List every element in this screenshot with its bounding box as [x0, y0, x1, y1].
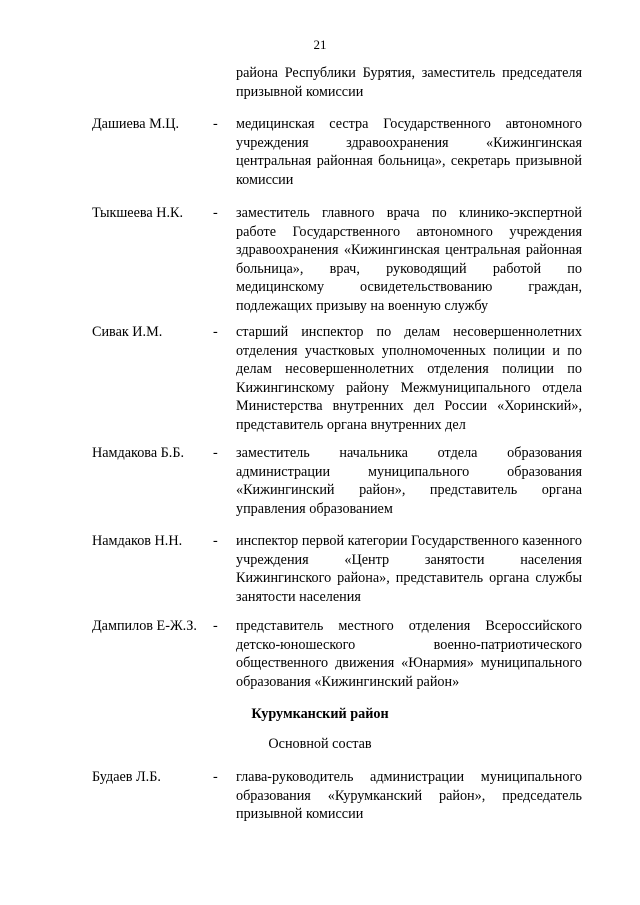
continuation-text: района Республики Бурятия, заместитель председателя призывной комиссии	[236, 65, 582, 100]
member-dash: -	[213, 618, 218, 634]
member-role: инспектор первой категории Государственного казенного учреждения «Центр занятости населения Кижингинского района», представитель органа службы занятости населения	[236, 533, 582, 605]
member-role: заместитель начальника отдела образования администрации муниципального образования «Кижингинский район», представитель органа управления образованием	[236, 445, 582, 517]
member-role: заместитель главного врача по клинико-экспертной работе Государственного автономного учреждения здравоохранения «Кижингинская центральная районная больница», врач, руководящий работой по медицинскому освидетельствованию граждан, подлежащих призыву на военную службу	[236, 205, 582, 314]
member-dash: -	[213, 324, 218, 340]
member-name: Тыкшеева Н.К.	[92, 205, 184, 221]
member-dash: -	[213, 205, 218, 221]
member-dash: -	[213, 116, 218, 132]
member-dash: -	[213, 533, 218, 549]
member-name: Сивак И.М.	[92, 324, 163, 340]
member-role: медицинская сестра Государственного автономного учреждения здравоохранения «Кижингинская центральная районная больница», секретарь призывной комиссии	[236, 116, 582, 188]
member-dash: -	[213, 769, 218, 785]
member-role: старший инспектор по делам несовершеннолетних отделения участковых уполномоченных полиции и по делам несовершеннолетних отделения полиции по Кижингинскому району Межмуниципального отдела Министерства внутренних дел России «Хоринский», представитель органа внутренних дел	[236, 324, 582, 433]
member-name: Дашиева М.Ц.	[92, 116, 180, 132]
member-role: глава-руководитель администрации муниципального образования «Курумканский район», председатель призывной комиссии	[236, 769, 582, 823]
member-name: Намдакова Б.Б.	[92, 445, 185, 461]
member-name: Дампилов Е-Ж.З.	[92, 618, 197, 634]
page-number: 21	[313, 37, 327, 52]
member-dash: -	[213, 445, 218, 461]
composition-heading: Основной состав	[268, 736, 372, 752]
member-role: представитель местного отделения Всероссийского детско-юношеского военно-патриотического общественного движения «Юнармия» муниципального образования «Кижингинский район»	[236, 618, 582, 690]
district-heading: Курумканский район	[251, 706, 389, 722]
member-name: Будаев Л.Б.	[92, 769, 161, 785]
member-name: Намдаков Н.Н.	[92, 533, 183, 549]
